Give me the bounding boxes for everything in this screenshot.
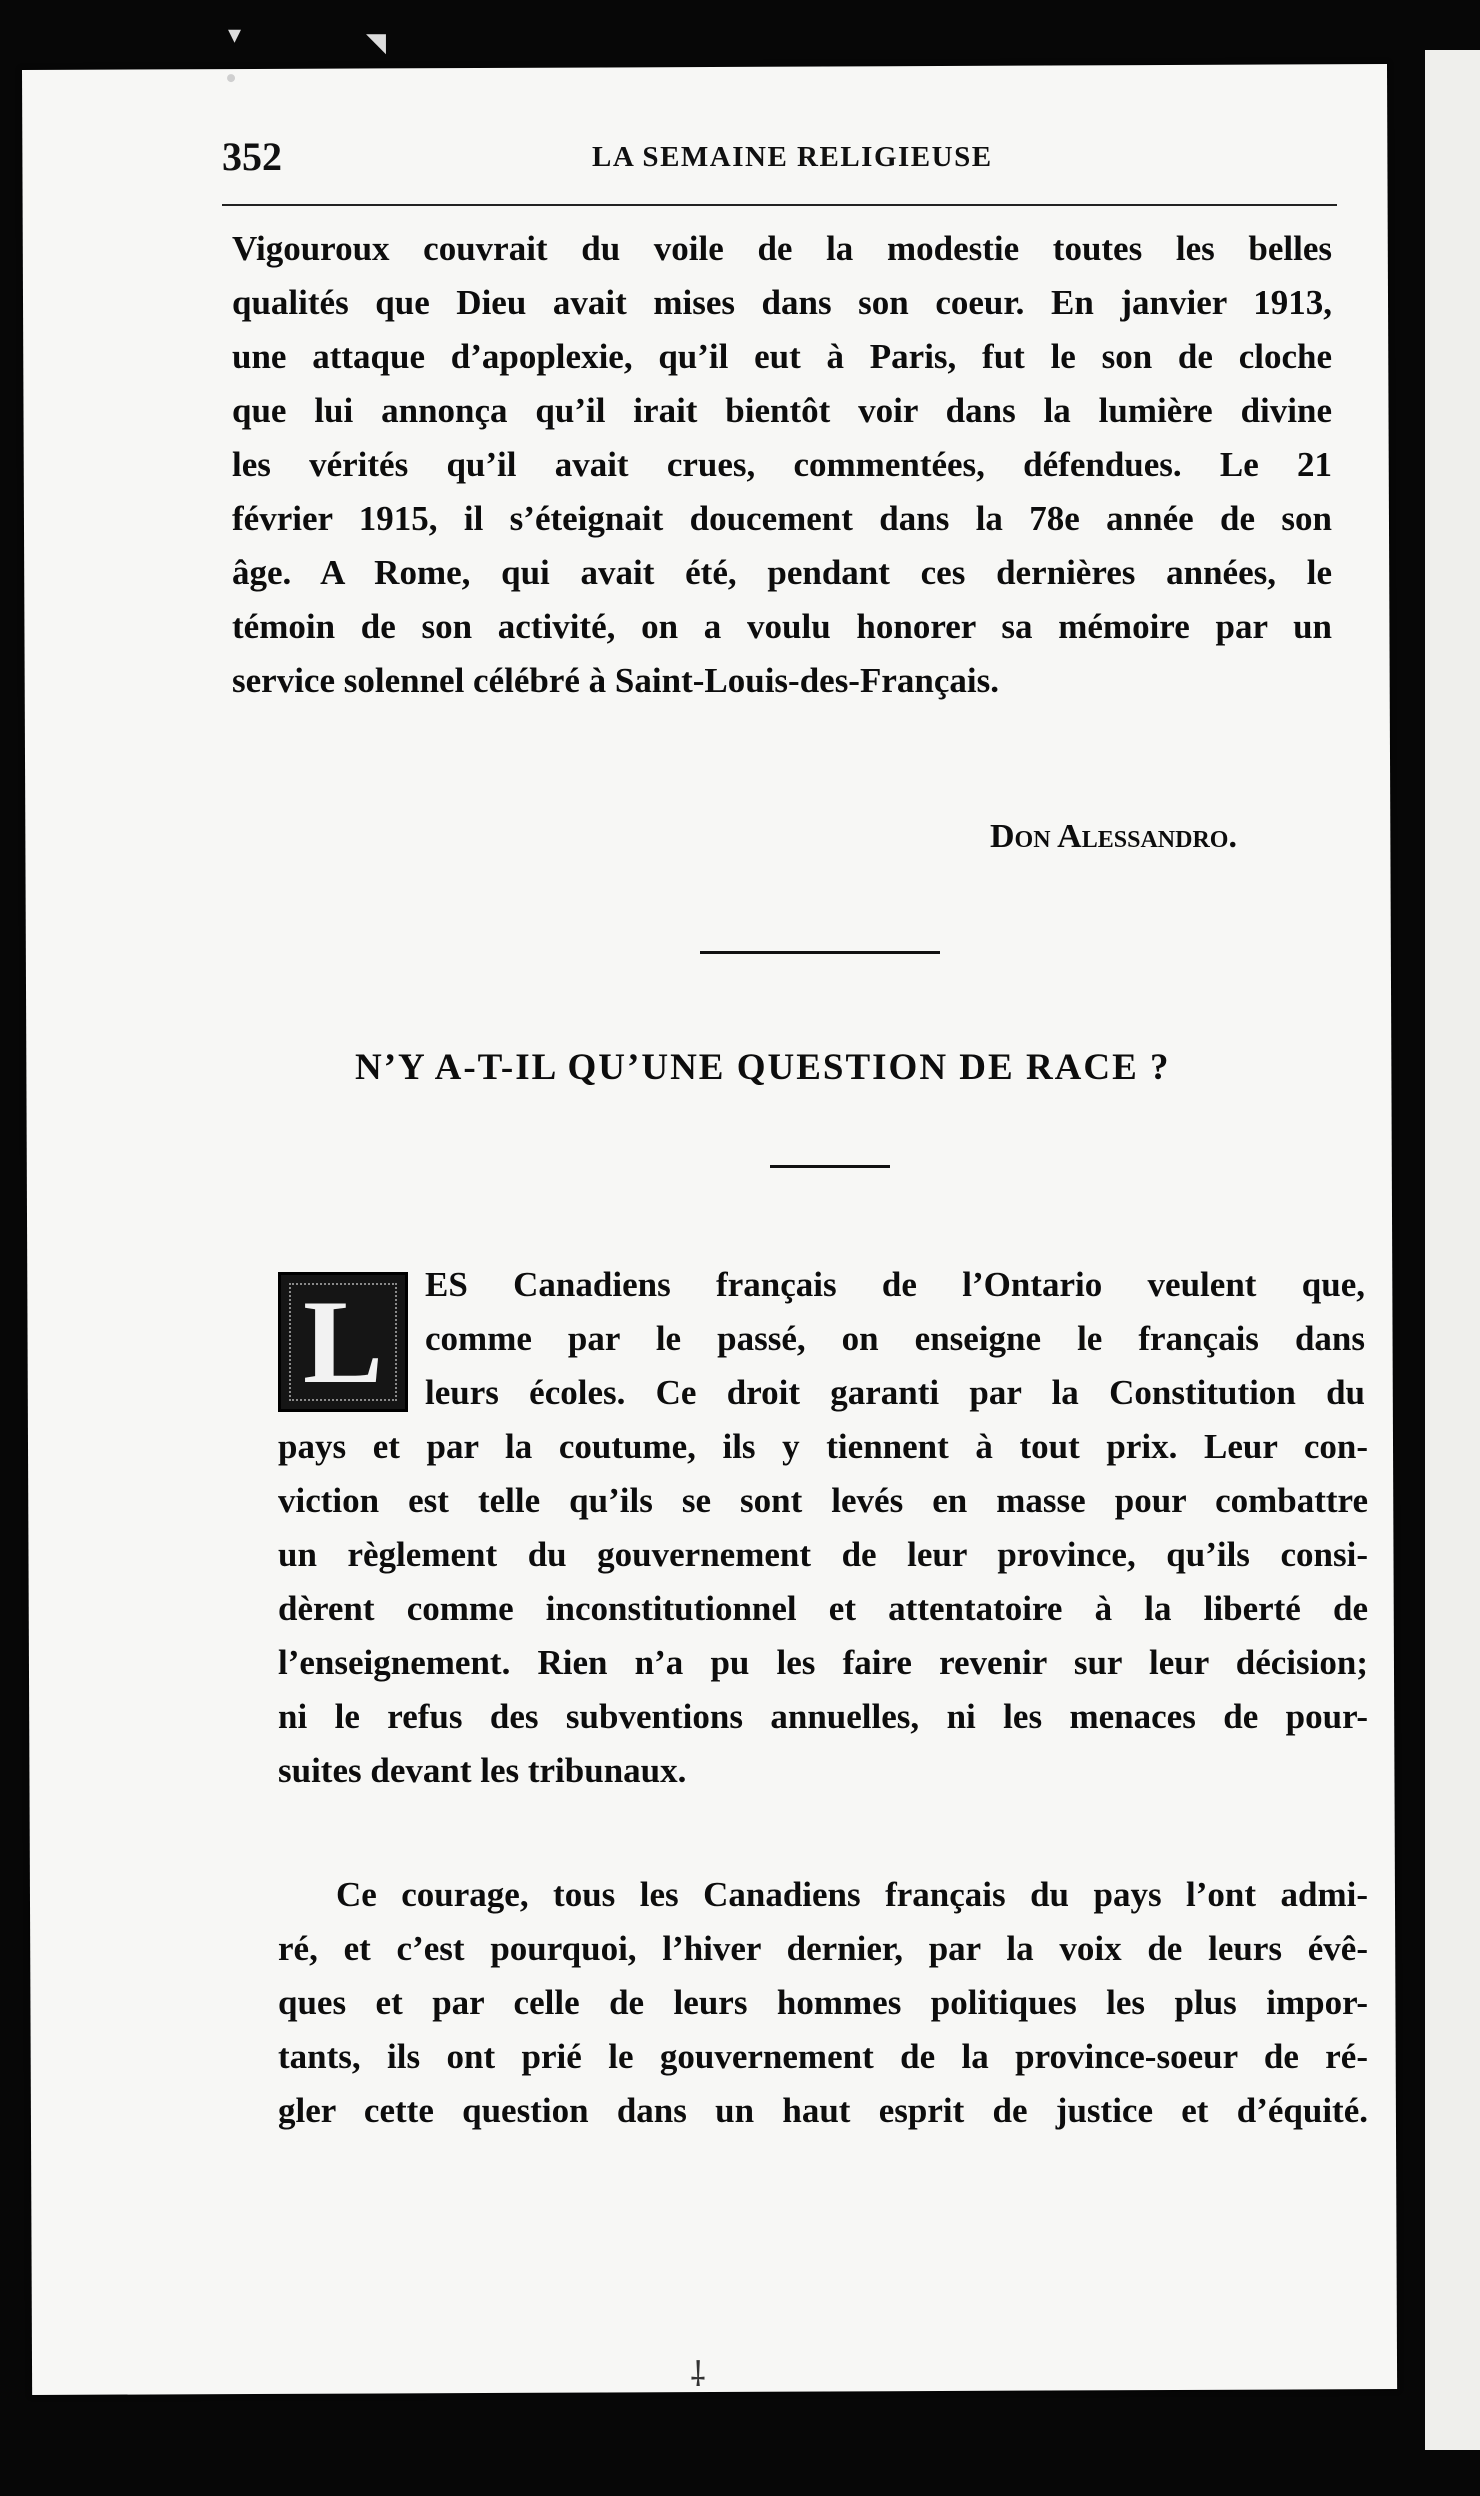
text-line: viction est telle qu’ils se sont levés en masse pour combattre — [278, 1481, 1368, 1520]
scan-artifact-mark: ▾ — [228, 20, 242, 50]
text-line: pays et par la coutume, ils y tiennent à tout prix. Leur con- — [278, 1427, 1368, 1466]
text-line: dèrent comme inconstitutionnel et attentatoire à la liberté de — [278, 1589, 1368, 1628]
text-line: Ce courage, tous les Canadiens français du pays l’ont admi- — [336, 1875, 1368, 1914]
text-line: Vigouroux couvrait du voile de la modestie toutes les belles — [232, 229, 1332, 268]
text-line: gler cette question dans un haut esprit de justice et d’équité. — [278, 2091, 1368, 2130]
text-line: l’enseignement. Rien n’a pu les faire revenir sur leur décision; — [278, 1643, 1368, 1682]
text-line: âge. A Rome, qui avait été, pendant ces dernières années, le — [232, 553, 1332, 592]
section-divider-bottom — [770, 1165, 890, 1168]
text-line: les vérités qu’il avait crues, commentées, défendues. Le 21 — [232, 445, 1332, 484]
text-line: ré, et c’est pourquoi, l’hiver dernier, par la voix de leurs évê- — [278, 1929, 1368, 1968]
text-line: leurs écoles. Ce droit garanti par la Constitution du — [425, 1373, 1365, 1412]
text-line: comme par le passé, on enseigne le français dans — [425, 1319, 1365, 1358]
running-title: LA SEMAINE RELIGIEUSE — [592, 141, 993, 173]
paragraph-body — [278, 1420, 1368, 1798]
text-line: tants, ils ont prié le gouvernement de la province-soeur de ré- — [278, 2037, 1368, 2076]
paragraph-continued — [232, 222, 1332, 708]
paragraph — [278, 1868, 1368, 2138]
text-line: ni le refus des subventions annuelles, ni les menaces de pour- — [278, 1697, 1368, 1736]
text-line: suites devant les tribunaux. — [278, 1751, 687, 1790]
text-line: une attaque d’apoplexie, qu’il eut à Paris, fut le son de cloche — [232, 337, 1332, 376]
ink-blot-mark: ⸸ — [690, 2355, 706, 2395]
section-divider-top — [700, 951, 940, 954]
text-line: un règlement du gouvernement de leur province, qu’ils consi- — [278, 1535, 1368, 1574]
text-line: février 1915, il s’éteignait doucement dans la 78e année de son — [232, 499, 1332, 538]
text-line: ES Canadiens français de l’Ontario veulent que, — [425, 1265, 1365, 1304]
paragraph-opening-lines — [425, 1258, 1365, 1420]
adjacent-page-edge — [1425, 50, 1480, 2450]
ornamental-dropcap: L — [278, 1272, 408, 1412]
author-signature: Don Alessandro. — [990, 818, 1237, 855]
header-rule — [222, 204, 1337, 206]
text-line: ques et par celle de leurs hommes politiques les plus impor- — [278, 1983, 1368, 2022]
text-line: service solennel célébré à Saint-Louis-des-Français. — [232, 661, 999, 700]
text-line: témoin de son activité, on a voulu honorer sa mémoire par un — [232, 607, 1332, 646]
scan-artifact-mark: ◥ — [366, 28, 386, 58]
page-number: 352 — [222, 134, 282, 179]
text-line: qualités que Dieu avait mises dans son coeur. En janvier 1913, — [232, 283, 1332, 322]
page-header — [222, 133, 1352, 193]
section-title: N’Y A-T-IL QU’UNE QUESTION DE RACE ? — [355, 1047, 1171, 1088]
scan-speck — [227, 74, 235, 82]
text-line: que lui annonça qu’il irait bientôt voir dans la lumière divine — [232, 391, 1332, 430]
